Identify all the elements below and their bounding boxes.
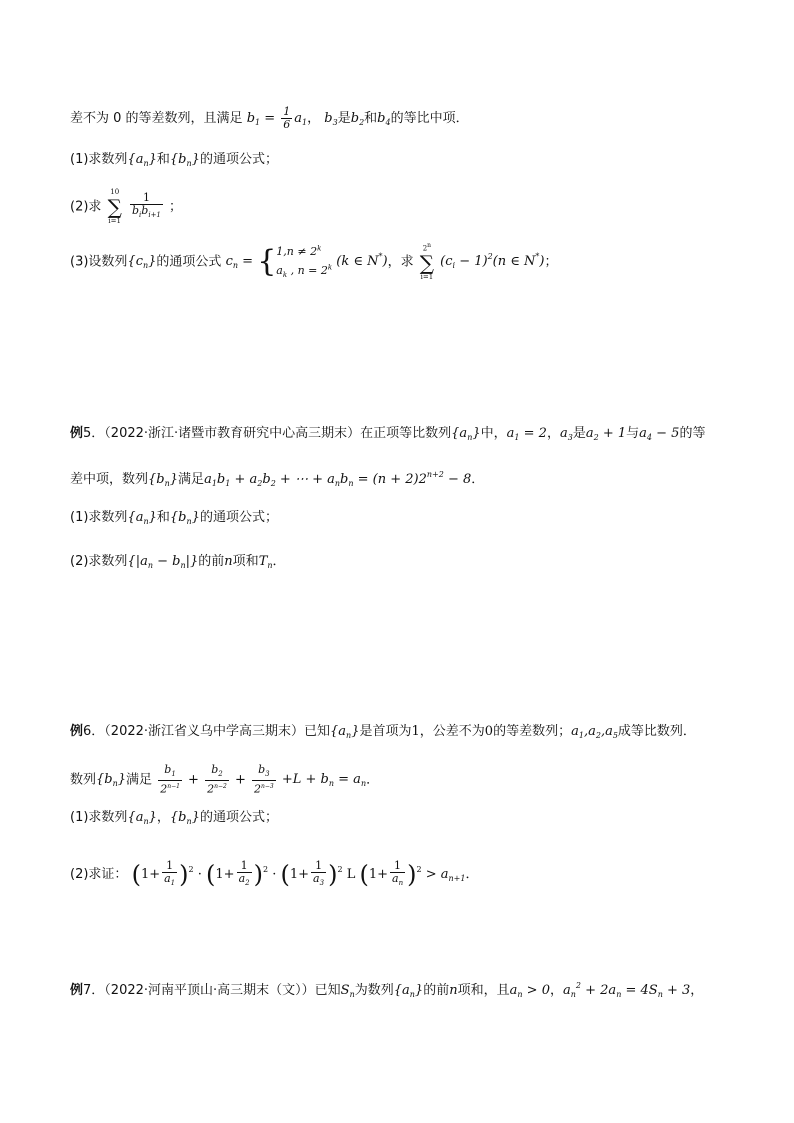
text: 1: [411, 724, 420, 739]
math: $b_1$ = $\frac{1}{6}$ $a_1$: [246, 105, 308, 131]
text: 项和，且: [457, 983, 510, 998]
math: $\{a_n\}$: [127, 510, 157, 526]
math: $\{b_n\}$: [169, 152, 200, 168]
text: 差不为 0 的等差数列，且满足: [70, 111, 243, 126]
math: $b_2$: [350, 111, 365, 127]
math: $\{|a_n - b_n|\}$: [127, 554, 199, 570]
math: (k ∈ N*): [336, 252, 388, 270]
math: 1+: [140, 867, 161, 883]
text: 5．: [83, 426, 105, 441]
math: $\{b_n\}$: [169, 510, 200, 526]
example-label: 例: [70, 426, 84, 441]
math: > $a_{n+1}$: [425, 867, 466, 884]
text: ．: [465, 867, 479, 883]
text: ．: [366, 772, 380, 788]
text: 的等差数列；: [493, 724, 572, 739]
ex5-line-2: [70, 465, 484, 494]
ex5-line-1: [70, 424, 705, 448]
math: $c_n$ =: [225, 254, 258, 271]
math: $\{a_n\}$: [127, 810, 157, 826]
math: $a_1,a_2,a_5$: [571, 724, 618, 740]
ex7-line-1: [70, 976, 703, 1005]
math: $\{b_n\}$: [148, 472, 179, 488]
text: 的通项公式: [156, 254, 222, 270]
text: (1)求数列: [70, 152, 128, 167]
text: ．: [272, 554, 286, 569]
example-label: 例: [70, 983, 84, 998]
text: 数列: [70, 772, 97, 788]
paren: (: [280, 860, 290, 889]
paren: (: [131, 860, 141, 889]
text: 与: [626, 426, 640, 441]
text: 的通项公式；: [199, 152, 278, 167]
text: (2)求数列: [70, 554, 128, 569]
text: 的等: [679, 426, 706, 441]
ex5-q1: [70, 508, 278, 532]
ex6-q1: [70, 808, 278, 832]
text: ，: [307, 111, 321, 126]
text: 和: [364, 111, 378, 126]
fraction: $\frac{1}{b_ib_{i+1}}$: [131, 191, 161, 220]
paren: ): [179, 860, 189, 889]
text: ，: [546, 426, 560, 441]
text: 项和: [232, 554, 259, 569]
math: $\{c_n\}$: [127, 254, 157, 271]
text: 中，: [480, 426, 507, 441]
math: $a_1b_1 + a_2b_2$ + ⋯ + $a_nb_n = (n + 2)2^{n+2} - 8$: [204, 470, 472, 488]
math: $\{a_n\}$: [451, 426, 481, 442]
math: $b_3$: [324, 111, 338, 127]
text: 的通项公式；: [199, 510, 278, 525]
text: (2)求证：: [70, 867, 128, 883]
ex4-q3: [70, 240, 557, 284]
fraction: $\frac{1}{a_1}$: [164, 859, 176, 888]
math: $a_2 + 1$: [585, 426, 627, 442]
paren: ): [328, 860, 338, 889]
ex4-q1: [70, 150, 278, 174]
text: (1)求数列: [70, 810, 128, 825]
text: 差中项，数列: [70, 472, 149, 487]
text: 0: [484, 724, 494, 739]
math: $T_n$: [258, 554, 273, 570]
math: $a_n^2 + 2a_n = 4S_n + 3$: [562, 981, 691, 999]
ex6-line-1: [70, 722, 696, 746]
text: (3)设数列: [70, 254, 128, 270]
text: ，: [690, 983, 704, 998]
text: （2022·浙江·诸暨市教育研究中心高三期末）在正项等比数列: [104, 426, 452, 441]
ex6-q2: (2)求证： (1+ $\frac{1}{a_1}$ )$^2$ · (1+ $\frac{1}{a_2}$ )$^2$ · (1+ $\frac{1}{a_3}$ )$^2$ L (1+ $\frac{1}{a_n}$ )$^2 > a_{n+1}$．: [70, 859, 479, 889]
math: $\{b_n\}$: [169, 810, 200, 826]
math: $a_4 - 5$: [639, 426, 680, 442]
text: 7．: [83, 983, 105, 998]
math: $\{b_n\}$: [96, 772, 127, 789]
math: $S_n$: [340, 983, 355, 999]
text: ；: [544, 254, 558, 270]
text: ，公差不为: [419, 724, 485, 739]
ex4-line-1: [70, 106, 469, 133]
fraction: $\frac{b_3}{2^{n-3}}$: [253, 763, 274, 796]
text: 成等比数列．: [617, 724, 696, 739]
sum-symbol: 10 ∑ i=1: [107, 188, 122, 225]
math: $\{a_n\}$: [393, 983, 424, 999]
text: 的前: [423, 983, 450, 998]
fraction: $\frac{1}{a_n}$: [392, 859, 404, 888]
math: n: [224, 554, 233, 569]
text: 6．: [83, 724, 105, 739]
text: 的通项公式；: [199, 810, 278, 825]
fraction: $\frac{1}{a_3}$: [313, 859, 325, 888]
text: ．: [471, 472, 485, 487]
example-label: 例: [70, 724, 84, 739]
text: ，求: [387, 254, 414, 270]
text: ，: [156, 810, 170, 825]
cases: $1,n \ne 2^k$ $a_k$ , $n = 2^k$: [276, 244, 333, 280]
text: 和: [156, 510, 170, 525]
text: 和: [156, 152, 170, 167]
math: 1+: [368, 867, 389, 883]
math: $\{a_n\}$: [127, 152, 157, 168]
math: ·: [272, 867, 277, 883]
text: 是首项为: [359, 724, 412, 739]
math: $a_3$: [559, 426, 573, 442]
text: 的等比中项．: [390, 111, 469, 126]
text: 满足: [126, 772, 153, 788]
paren: ): [407, 860, 417, 889]
text: （2022·河南平顶山·高三期末（文））已知: [104, 983, 341, 998]
text: (2)求: [70, 199, 102, 215]
paren: (: [359, 860, 369, 889]
ex6-line-2: 数列$\{b_n\}$满足 $\frac{b_1}{2^{n-1}}$ + $\frac{b_2}{2^{n-2}}$ + $\frac{b_3}{2^{n-3}}$ $+L + b_n = a_n$．: [70, 763, 380, 796]
math: $+L + b_n = a_n$: [281, 772, 367, 789]
text: (1)求数列: [70, 510, 128, 525]
math: $a_n > 0$: [509, 983, 550, 999]
text: ，: [549, 983, 563, 998]
fraction: $\frac{1}{a_2}$: [238, 859, 250, 888]
math: n: [449, 983, 458, 998]
math: 1+: [215, 867, 235, 883]
text: 是: [337, 111, 351, 126]
text: 是: [572, 426, 586, 441]
text: 为数列: [354, 983, 394, 998]
text: （2022·浙江省义乌中学高三期末）已知: [104, 724, 331, 739]
text: ；: [169, 199, 183, 215]
fraction: $\frac{b_2}{2^{n-2}}$: [207, 763, 227, 796]
math: $\{a_n\}$: [330, 724, 360, 740]
math: $(c_i - 1)^2(n$ ∈ N*): [440, 252, 545, 271]
ex5-q2: [70, 552, 286, 576]
text: 的前: [198, 554, 225, 569]
paren: (: [206, 860, 216, 889]
math: $b_4$: [377, 111, 391, 127]
math: ·: [197, 867, 202, 883]
brace: {: [257, 243, 277, 279]
fraction: $\frac{b_1}{2^{n-1}}$: [160, 763, 180, 796]
math: L: [346, 867, 356, 883]
ex4-q2: [70, 188, 182, 226]
paren: ): [253, 860, 263, 889]
sum-symbol: 2$^n$ ∑ i=1: [419, 242, 435, 282]
text: 满足: [178, 472, 205, 487]
math: 1+: [289, 867, 310, 883]
math: $a_1 = 2$: [506, 426, 547, 442]
